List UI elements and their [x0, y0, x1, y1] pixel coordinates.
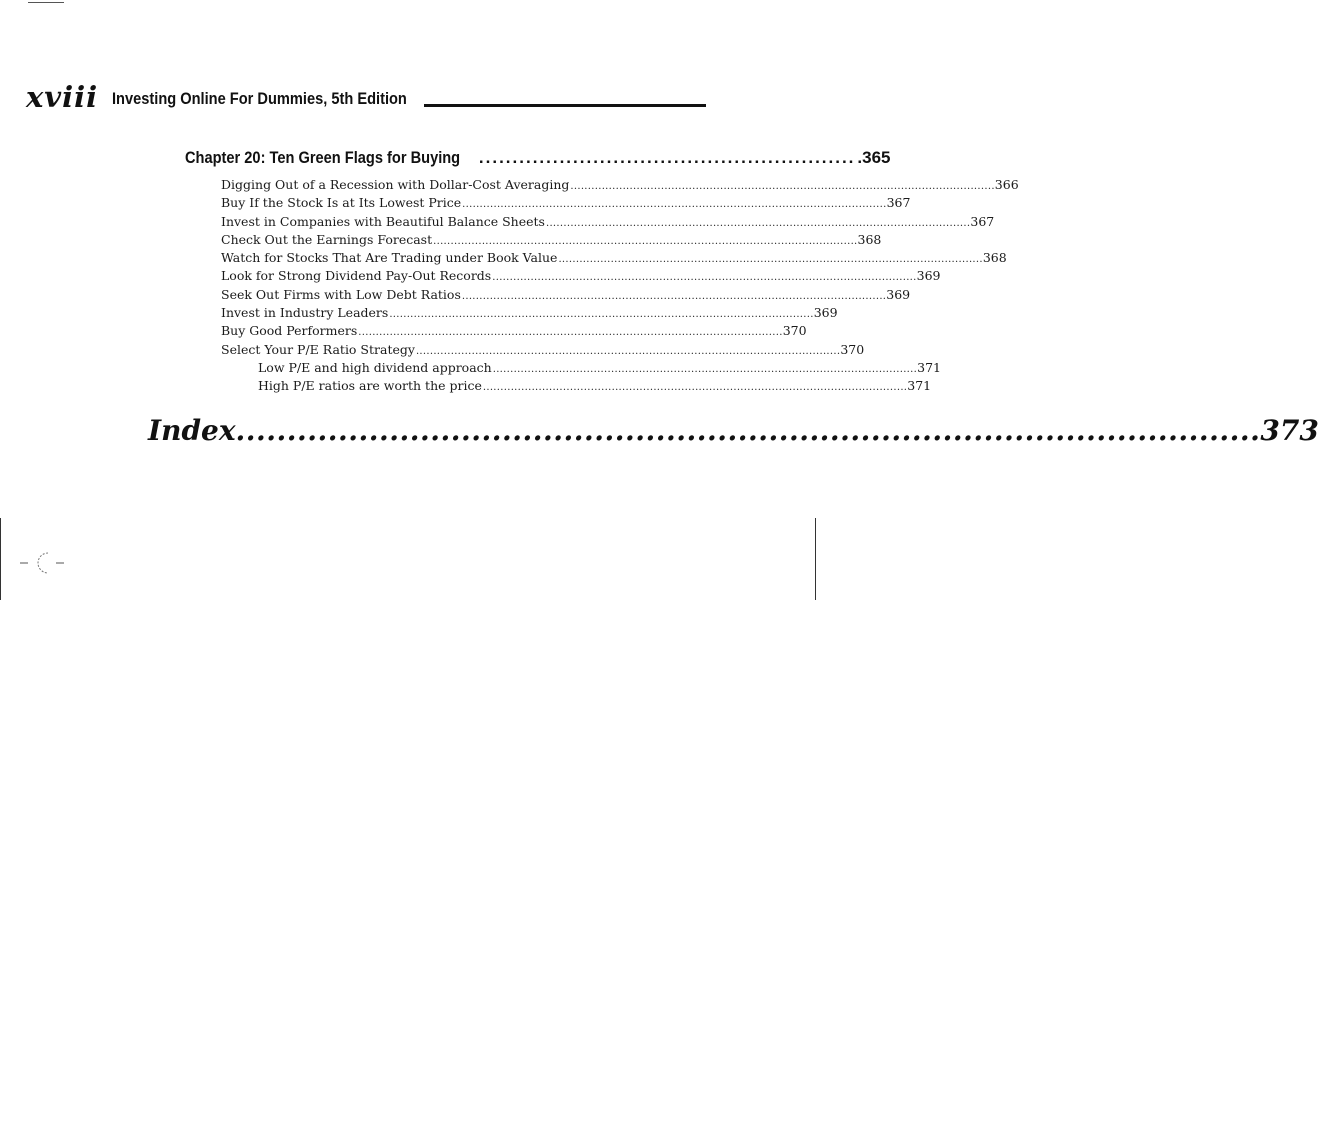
- toc-entry[interactable]: [221, 176, 1019, 194]
- dot-leader: ..........................................................................................................................: [389, 309, 814, 321]
- toc-entry-page: 370: [782, 323, 807, 339]
- dot-leader: ..........................................................................................................................: [415, 345, 841, 357]
- toc-entry-page: 367: [886, 195, 911, 211]
- toc-entry[interactable]: [221, 341, 865, 359]
- toc-entry-title: Check Out the Earnings Forecast: [221, 231, 433, 247]
- toc-entry-page: 368: [857, 231, 882, 247]
- toc-index-entry[interactable]: [148, 414, 1319, 447]
- crop-mark-left: [0, 518, 1, 600]
- toc-entry-title: Digging Out of a Recession with Dollar-Cost Averaging: [221, 177, 570, 192]
- toc-entry[interactable]: [221, 322, 807, 340]
- toc-entry-page: 369: [886, 286, 911, 302]
- dot-leader: ..........................................................................................................................: [358, 327, 783, 339]
- toc-entry[interactable]: [221, 286, 911, 304]
- dot-leader: ..........................................................................................................................: [492, 272, 917, 284]
- toc-subentry[interactable]: [221, 359, 941, 377]
- toc-entry-title: Buy If the Stock Is at Its Lowest Price: [221, 195, 462, 211]
- dot-leader: ..........................................................................................................................: [492, 363, 918, 375]
- toc-entry[interactable]: [221, 267, 941, 285]
- dot-leader: ..........................................................................................................................: [570, 181, 995, 192]
- dot-leader: ..........................................................................................................................: [462, 199, 887, 211]
- toc-entry-title: Select Your P/E Ratio Strategy: [221, 341, 415, 357]
- toc-entry-title: Low P/E and high dividend approach: [258, 359, 492, 375]
- chapter-page-number: .365: [857, 148, 891, 167]
- dot-leader: ....................................................................................................: [235, 414, 1261, 447]
- toc-entry[interactable]: [221, 231, 882, 249]
- toc-subentry[interactable]: [221, 377, 932, 395]
- toc-entry[interactable]: [221, 304, 838, 322]
- toc-entry-title: Watch for Stocks That Are Trading under Book Value: [221, 250, 558, 266]
- toc-entry-page: 370: [840, 341, 865, 357]
- dot-leader: ..........................................................................................................................: [558, 254, 983, 266]
- toc-entry-title: Invest in Companies with Beautiful Balance Sheets: [221, 213, 545, 229]
- dot-leader: ..........................................................................................................................: [545, 217, 971, 229]
- chapter-title: Chapter 20: Ten Green Flags for Buying: [185, 148, 461, 167]
- crop-mark-right: [815, 518, 816, 600]
- toc-entry-page: 367: [970, 213, 995, 229]
- toc-entry-title: Look for Strong Dividend Pay-Out Records: [221, 268, 492, 284]
- toc-entry-title: Seek Out Firms with Low Debt Ratios: [221, 286, 461, 302]
- toc-entry[interactable]: [221, 213, 995, 231]
- toc-entry[interactable]: [221, 249, 1007, 267]
- page-number: xviii: [26, 80, 99, 114]
- toc-entry-title: Invest in Industry Leaders: [221, 305, 389, 321]
- header-rule: [424, 104, 706, 107]
- index-page-number: 373: [1260, 414, 1319, 447]
- toc-entry-page: 366: [994, 177, 1019, 192]
- toc-entry[interactable]: [221, 194, 911, 212]
- toc-entry-page: 371: [907, 378, 932, 394]
- dot-leader: ..........................................................................................................................: [433, 235, 858, 247]
- toc-entry-title: Buy Good Performers: [221, 323, 358, 339]
- index-title: Index: [148, 414, 236, 447]
- toc-entry-page: 371: [917, 359, 941, 375]
- toc-entries: [221, 176, 1019, 396]
- toc-chapter-entry[interactable]: [185, 148, 891, 168]
- toc-entry-page: 369: [916, 268, 941, 284]
- toc-entry-page: 369: [813, 305, 838, 321]
- dot-leader: ..........................................................................................................................: [482, 382, 908, 394]
- registration-mark-icon: [18, 548, 68, 578]
- dot-leader: ........................................................: [478, 148, 856, 167]
- running-head-title: Investing Online For Dummies, 5th Edition: [112, 89, 407, 108]
- toc-entry-title: High P/E ratios are worth the price: [258, 378, 482, 394]
- toc-entry-page: 368: [982, 250, 1007, 266]
- dot-leader: ..........................................................................................................................: [461, 290, 887, 302]
- crop-mark-top: [28, 2, 64, 3]
